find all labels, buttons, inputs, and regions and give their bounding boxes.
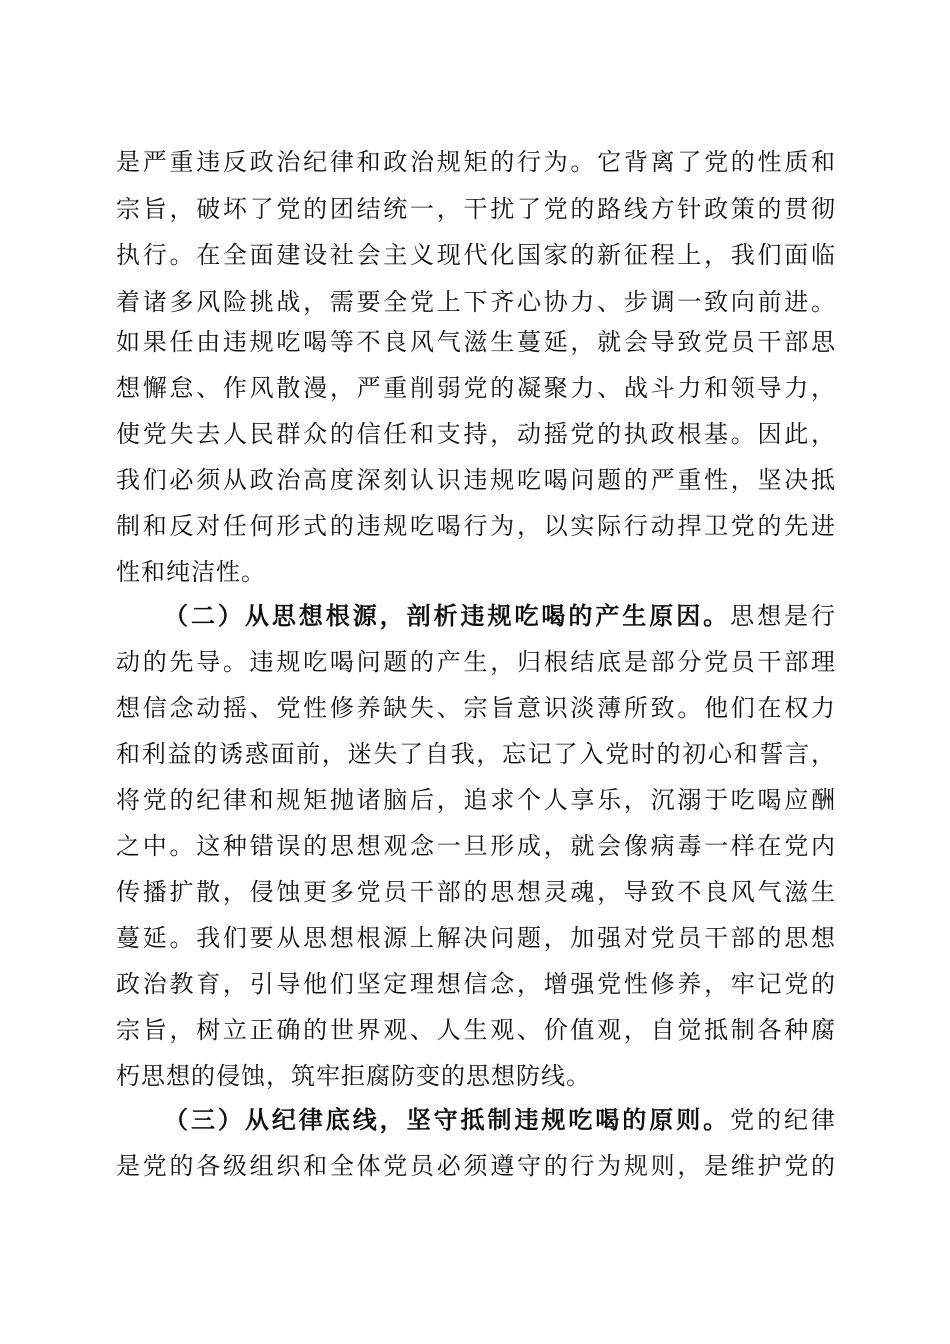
text-line: 我们必须从政治高度深刻认识违规吃喝问题的严重性，坚决抵 [116, 466, 836, 494]
text-line: 朽思想的侵蚀，筑牢拒腐防变的思想防线。 [116, 1062, 591, 1090]
text-line: 和利益的诱惑面前，迷失了自我，忘记了入党时的初心和誓言， [116, 740, 836, 768]
text-span: 党的纪律 [730, 1106, 836, 1134]
text-line: 宗旨，破坏了党的团结统一，干扰了党的路线方针政策的贯彻 [116, 195, 836, 223]
text-line: 将党的纪律和规矩抛诸脑后，追求个人享乐，沉溺于吃喝应酬 [116, 786, 836, 814]
section-heading: （三）从纪律底线，坚守抵制违规吃喝的原则。 [164, 1105, 731, 1134]
text-line: 制和反对任何形式的违规吃喝行为，以实际行动捍卫党的先进 [116, 512, 836, 540]
text-line: 想懈怠、作风散漫，严重削弱党的凝聚力、战斗力和领导力， [116, 374, 836, 402]
text-line: 是严重违反政治纪律和政治规矩的行为。它背离了党的性质和 [116, 148, 836, 176]
text-line: 政治教育，引导他们坚定理想信念，增强党性修养，牢记党的 [116, 970, 836, 998]
section-heading: （二）从思想根源，剖析违规吃喝的产生原因。 [164, 601, 731, 630]
text-line: 执行。在全面建设社会主义现代化国家的新征程上，我们面临 [116, 241, 836, 269]
text-line: 是党的各级组织和全体党员必须遵守的行为规则，是维护党的 [116, 1152, 836, 1180]
text-line: 传播扩散，侵蚀更多党员干部的思想灵魂，导致不良风气滋生 [116, 878, 836, 906]
text-line: 之中。这种错误的思想观念一旦形成，就会像病毒一样在党内 [116, 832, 836, 860]
text-line: 宗旨，树立正确的世界观、人生观、价值观，自觉抵制各种腐 [116, 1016, 836, 1044]
section-heading-line [164, 599, 836, 633]
text-line: 着诸多风险挑战，需要全党上下齐心协力、步调一致向前进。 [116, 288, 836, 316]
text-line: 想信念动摇、党性修养缺失、宗旨意识淡薄所致。他们在权力 [116, 694, 836, 722]
text-line: 性和纯洁性。 [116, 558, 266, 586]
text-line: 蔓延。我们要从思想根源上解决问题，加强对党员干部的思想 [116, 924, 836, 952]
text-line: 动的先导。违规吃喝问题的产生，归根结底是部分党员干部理 [116, 648, 836, 676]
text-line: 使党失去人民群众的信任和支持，动摇党的执政根基。因此， [116, 420, 836, 448]
text-span: 思想是行 [730, 602, 836, 630]
section-heading-line [164, 1103, 836, 1137]
text-line: 如果任由违规吃喝等不良风气滋生蔓延，就会导致党员干部思 [116, 328, 836, 356]
